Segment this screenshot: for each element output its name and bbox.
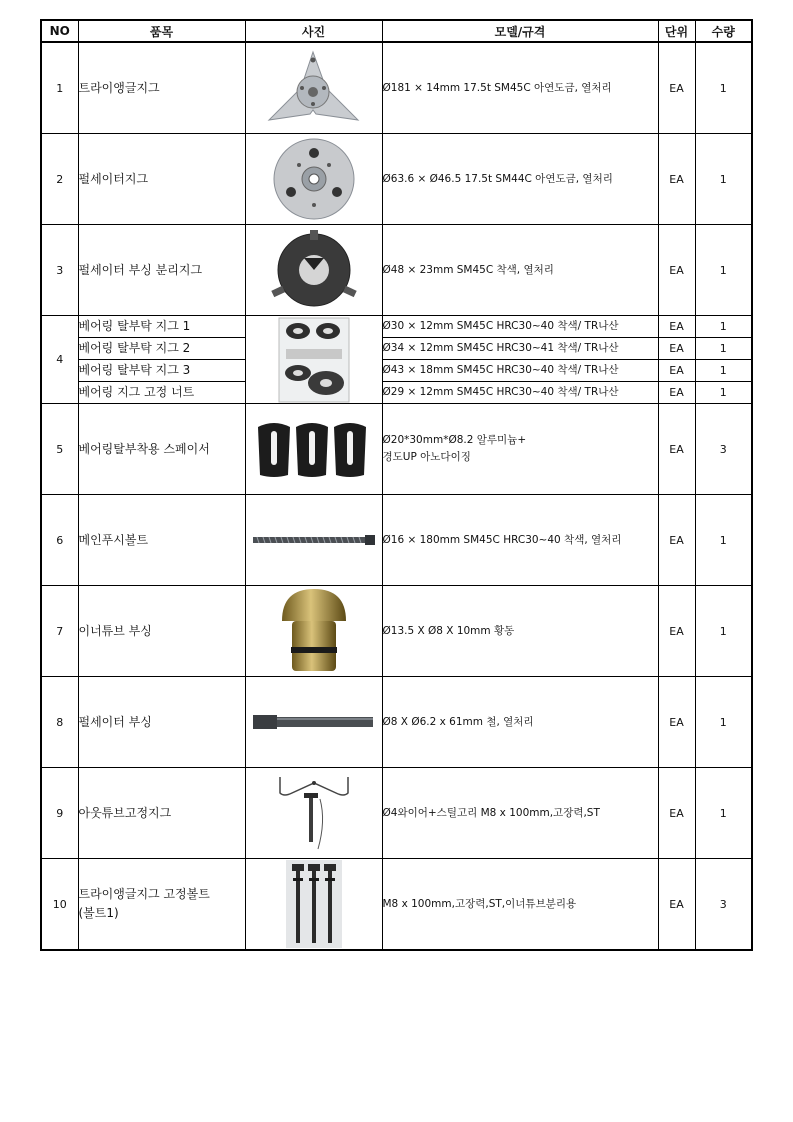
item-qty: 1: [695, 677, 752, 768]
item-name: 이너튜브 부싱: [78, 586, 245, 677]
header-spec: 모델/규격: [382, 20, 658, 42]
row-number: 8: [41, 677, 78, 768]
item-name: 트라이앵글지그: [78, 42, 245, 134]
item-spec: Ø8 X Ø6.2 x 61mm 철, 열처리: [382, 677, 658, 768]
header-item: 품목: [78, 20, 245, 42]
item-unit: EA: [658, 360, 695, 382]
item-name: [78, 859, 245, 951]
row-number: 2: [41, 134, 78, 225]
item-qty: 1: [695, 225, 752, 316]
pulsator-bushing-photo: [245, 677, 382, 768]
header-photo: 사진: [245, 20, 382, 42]
item-qty: 1: [695, 316, 752, 338]
parts-table: [40, 19, 753, 951]
item-spec: Ø181 × 14mm 17.5t SM45C 아연도금, 열처리: [382, 42, 658, 134]
item-unit: EA: [658, 859, 695, 951]
row-number: 3: [41, 225, 78, 316]
table-row: [41, 586, 752, 677]
pulsator-jig-photo: [245, 134, 382, 225]
bearing-jig-set-photo: [245, 316, 382, 404]
row-number: 9: [41, 768, 78, 859]
item-name: 펄세이터 부싱: [78, 677, 245, 768]
item-qty: 1: [695, 42, 752, 134]
item-name-line-1: 트라이앵글지그 고정볼트: [78, 887, 210, 901]
fixing-bolt-photo: [245, 859, 382, 951]
item-spec: Ø43 × 18mm SM45C HRC30~40 착색/ TR나산: [382, 360, 658, 382]
spec-line-1: Ø20*30mm*Ø8.2 알루미늄+: [382, 434, 527, 446]
table-row: [41, 225, 752, 316]
item-spec: Ø4와이어+스틸고리 M8 x 100mm,고장력,ST: [382, 768, 658, 859]
item-qty: 1: [695, 768, 752, 859]
item-name: 베어링 지그 고정 너트: [78, 382, 245, 404]
header-qty: 수량: [695, 20, 752, 42]
item-qty: 3: [695, 404, 752, 495]
item-unit: EA: [658, 382, 695, 404]
table-row: [41, 859, 752, 951]
item-qty: 1: [695, 360, 752, 382]
item-name: 펄세이터지그: [78, 134, 245, 225]
table-row: [41, 677, 752, 768]
item-name-line-2: (볼트1): [78, 906, 119, 920]
table-row: [41, 134, 752, 225]
item-unit: EA: [658, 677, 695, 768]
item-qty: 1: [695, 134, 752, 225]
table-row: [41, 404, 752, 495]
item-spec: [382, 404, 658, 495]
item-spec: Ø63.6 × Ø46.5 17.5t SM44C 아연도금, 열처리: [382, 134, 658, 225]
item-unit: EA: [658, 134, 695, 225]
spec-line-2: 경도UP 아노다이징: [382, 451, 471, 463]
item-spec: Ø48 × 23mm SM45C 착색, 열처리: [382, 225, 658, 316]
item-unit: EA: [658, 225, 695, 316]
item-unit: EA: [658, 495, 695, 586]
item-name: 펄세이터 부싱 분리지그: [78, 225, 245, 316]
spacer-photo: [245, 404, 382, 495]
item-qty: 1: [695, 382, 752, 404]
item-spec: Ø29 × 12mm SM45C HRC30~40 착색/ TR나산: [382, 382, 658, 404]
item-qty: 1: [695, 338, 752, 360]
item-spec: Ø16 × 180mm SM45C HRC30~40 착색, 열처리: [382, 495, 658, 586]
item-spec: Ø30 × 12mm SM45C HRC30~40 착색/ TR나산: [382, 316, 658, 338]
item-unit: EA: [658, 404, 695, 495]
item-qty: 1: [695, 586, 752, 677]
header-no: NO: [41, 20, 78, 42]
bushing-separator-jig-photo: [245, 225, 382, 316]
item-name: 아웃튜브고정지그: [78, 768, 245, 859]
table-row: [41, 382, 752, 404]
table-row: [41, 495, 752, 586]
table-row: [41, 360, 752, 382]
header-row: [41, 20, 752, 42]
item-qty: 3: [695, 859, 752, 951]
row-number: 7: [41, 586, 78, 677]
table-row: [41, 42, 752, 134]
table-row: [41, 316, 752, 338]
item-unit: EA: [658, 768, 695, 859]
item-unit: EA: [658, 316, 695, 338]
item-qty: 1: [695, 495, 752, 586]
table-row: [41, 338, 752, 360]
item-spec: Ø13.5 X Ø8 X 10mm 황동: [382, 586, 658, 677]
item-unit: EA: [658, 586, 695, 677]
triangle-jig-photo: [245, 42, 382, 134]
item-name: 메인푸시볼트: [78, 495, 245, 586]
item-name: 베어링탈부착용 스페이서: [78, 404, 245, 495]
item-name: 베어링 탈부탁 지그 1: [78, 316, 245, 338]
item-spec: M8 x 100mm,고장력,ST,이너튜브분리용: [382, 859, 658, 951]
inner-tube-bushing-photo: [245, 586, 382, 677]
row-number: 1: [41, 42, 78, 134]
header-unit: 단위: [658, 20, 695, 42]
row-number: 4: [41, 316, 78, 404]
out-tube-jig-photo: [245, 768, 382, 859]
item-spec: Ø34 × 12mm SM45C HRC30~41 착색/ TR나산: [382, 338, 658, 360]
item-unit: EA: [658, 42, 695, 134]
row-number: 6: [41, 495, 78, 586]
row-number: 5: [41, 404, 78, 495]
item-unit: EA: [658, 338, 695, 360]
table-row: [41, 768, 752, 859]
push-bolt-photo: [245, 495, 382, 586]
row-number: 10: [41, 859, 78, 951]
item-name: 베어링 탈부탁 지그 2: [78, 338, 245, 360]
item-name: 베어링 탈부탁 지그 3: [78, 360, 245, 382]
